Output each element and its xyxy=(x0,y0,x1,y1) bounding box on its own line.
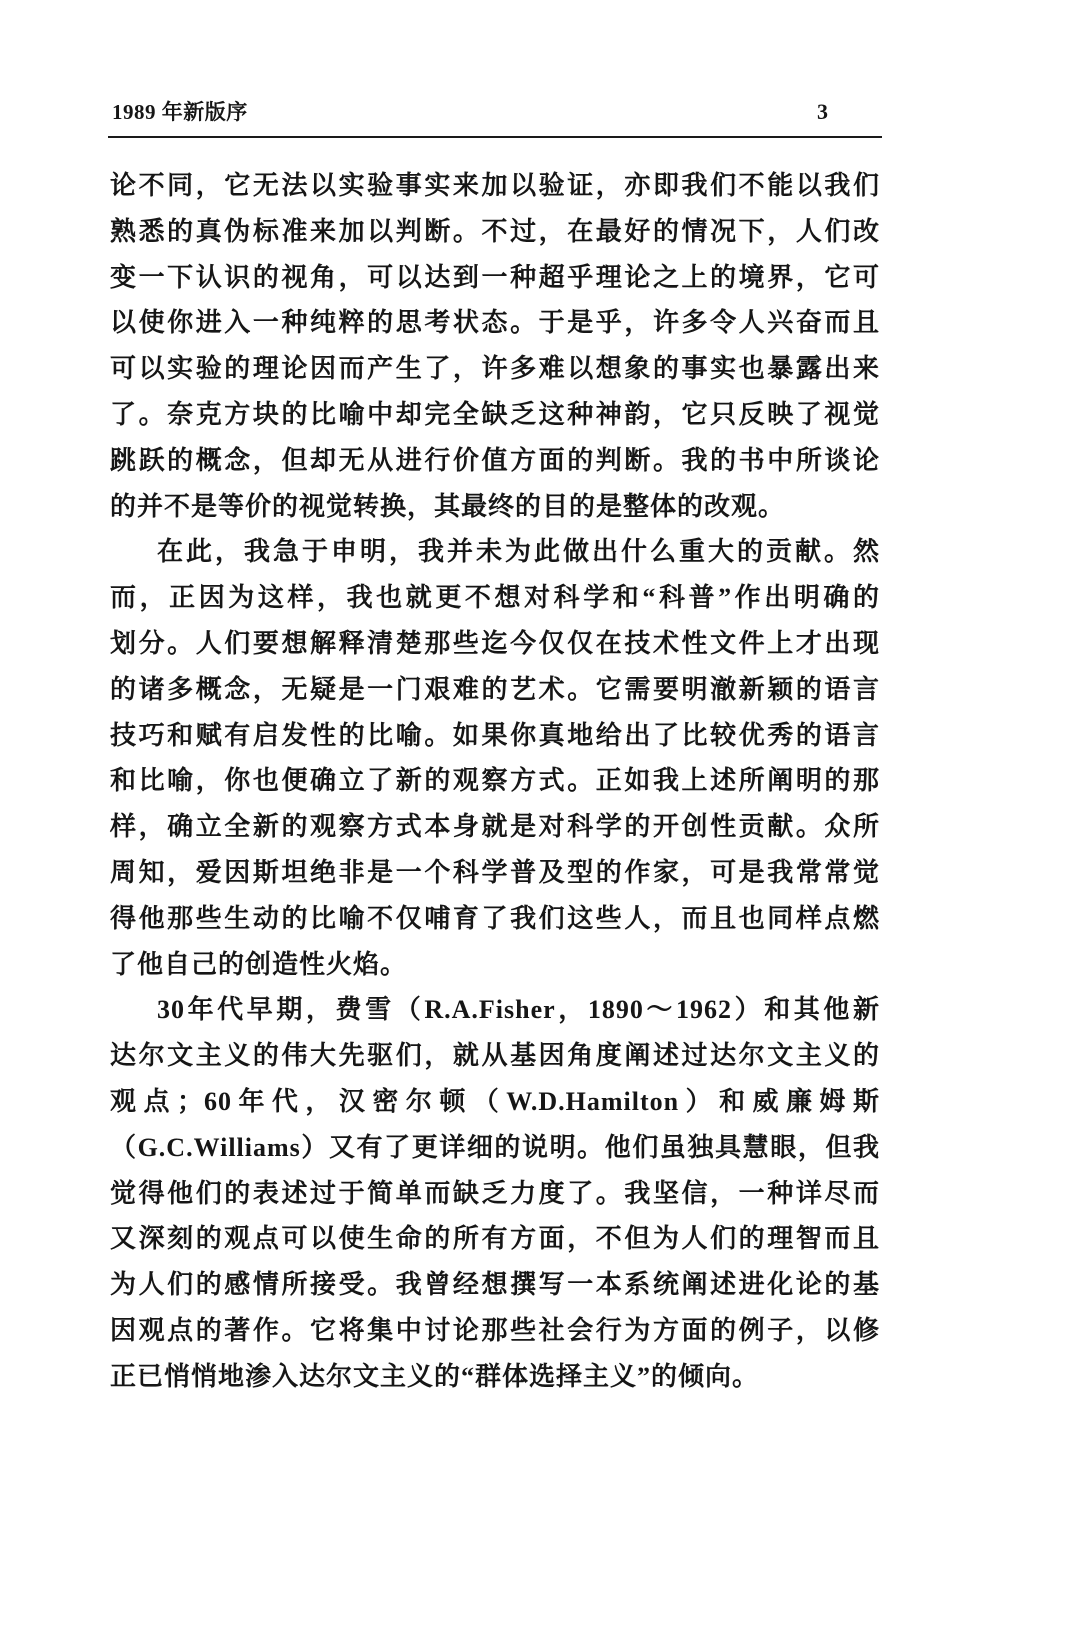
text-line: 达尔文主义的伟大先驱们，就从基因角度阐述过达尔文主义的 xyxy=(110,1041,880,1071)
paragraph xyxy=(110,987,880,1399)
text-line: 论不同，它无法以实验事实来加以验证，亦即我们不能以我们 xyxy=(110,171,880,200)
text-line: 技巧和赋有启发性的比喻。如果你真地给出了比较优秀的语言 xyxy=(110,720,880,750)
text-line: 了。奈克方块的比喻中却完全缺乏这种神韵，它只反映了视觉 xyxy=(110,399,880,429)
text-line: 和比喻，你也便确立了新的观察方式。正如我上述所阐明的那 xyxy=(110,766,880,796)
text-line: 可以实验的理论因而产生了，许多难以想象的事实也暴露出来 xyxy=(110,354,880,384)
text-line: 的诸多概念，无疑是一门艰难的艺术。它需要明澈新颖的语言 xyxy=(110,674,880,704)
text-line: 而，正因为这样，我也就更不想对科学和“科普”作出明确的 xyxy=(110,583,880,613)
text-line: 得他那些生动的比喻不仅哺育了我们这些人，而且也同样点燃 xyxy=(110,903,880,933)
text-line: 30年代早期，费雪（R.A.Fisher，1890～1962）和其他新 xyxy=(157,995,880,1025)
text-line: 因观点的著作。它将集中讨论那些社会行为方面的例子，以修 xyxy=(110,1315,880,1345)
text-line: 观点；60年代，汉密尔顿（W.D.Hamilton）和威廉姆斯 xyxy=(110,1086,880,1116)
text-line: 了他自己的创造性火焰。 xyxy=(110,949,408,979)
text-line: 跳跃的概念，但却无从进行价值方面的判断。我的书中所谈论 xyxy=(110,445,880,475)
text-line: 为人们的感情所接受。我曾经想撰写一本系统阐述进化论的基 xyxy=(110,1270,880,1300)
text-line: 以使你进入一种纯粹的思考状态。于是乎，许多令人兴奋而且 xyxy=(110,308,880,338)
page-number: 3 xyxy=(817,99,828,124)
text-line: 熟悉的真伪标准来加以判断。不过，在最好的情况下，人们改 xyxy=(110,216,880,246)
text-line: 在此，我急于申明，我并未为此做出什么重大的贡献。然 xyxy=(157,537,880,567)
text-line: 划分。人们要想解释清楚那些迄今仅仅在技术性文件上才出现 xyxy=(110,628,880,658)
running-head: 1989 年新版序 xyxy=(112,100,248,124)
text-line: （G.C.Williams）又有了更详细的说明。他们虽独具慧眼，但我 xyxy=(110,1132,880,1162)
paragraph xyxy=(110,529,880,987)
text-line: 又深刻的观点可以使生命的所有方面，不但为人们的理智而且 xyxy=(110,1224,880,1254)
paragraph xyxy=(110,163,880,529)
body-text xyxy=(110,163,880,1400)
text-line: 正已悄悄地渗入达尔文主义的“群体选择主义”的倾向。 xyxy=(110,1361,760,1391)
text-line: 变一下认识的视角，可以达到一种超乎理论之上的境界，它可 xyxy=(110,262,880,292)
text-line: 觉得他们的表述过于简单而缺乏力度了。我坚信，一种详尽而 xyxy=(110,1178,880,1208)
header-rule xyxy=(108,136,882,138)
text-line: 的并不是等价的视觉转换，其最终的目的是整体的改观。 xyxy=(110,491,786,521)
text-line: 样，确立全新的观察方式本身就是对科学的开创性贡献。众所 xyxy=(110,812,880,842)
text-line: 周知，爱因斯坦绝非是一个科学普及型的作家，可是我常常觉 xyxy=(110,857,880,887)
